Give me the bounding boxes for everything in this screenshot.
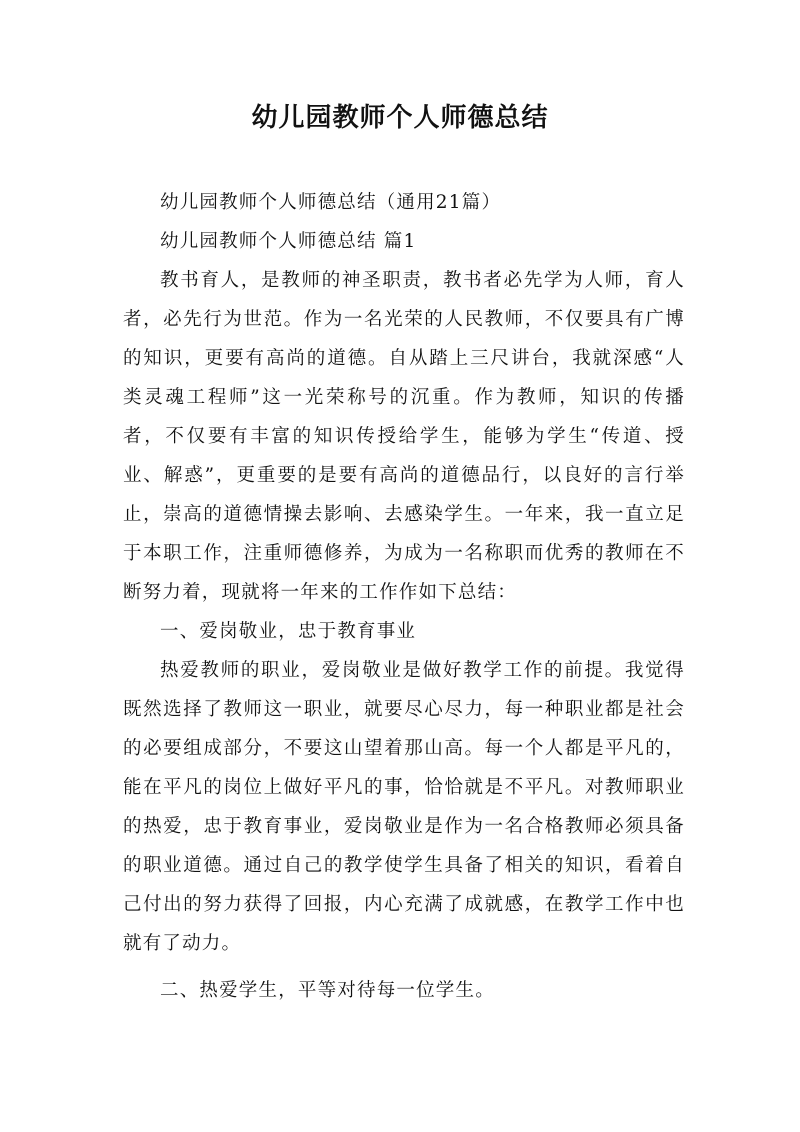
document-subtitle: 幼儿园教师个人师德总结（通用21篇） [160,192,502,213]
section-heading: 幼儿园教师个人师德总结 篇1 [160,231,417,252]
document-title: 幼儿园教师个人师德总结 [251,103,549,133]
paragraph-love-job: 热爱教师的职业，爱岗敬业是做好教学工作的前提。我觉得既然选择了教师这一职业，就要尽心尽力，每一种职业都是社会的必要组成部分，不要这山望着那山高。每一个人都是平凡的，能在平凡的岗位上做好平凡的事，恰恰就是不平凡。对教师职业的热爱，忠于教育事业，爱岗敬业是作为一名合格教师必须具备的职业道德。通过自己的教学使学生具备了相关的知识，看着自己付出的努力获得了回报，内心充满了成就感，在教学工作中也就有了动力。 [123,660,685,954]
heading-love-students: 二、热爱学生，平等对待每一位学生。 [160,980,495,1001]
document-body [123,183,685,1010]
paragraph-intro: 教书育人，是教师的神圣职责，教书者必先学为人师，育人者，必先行为世范。作为一名光荣的人民教师，不仅要具有广博的知识，更要有高尚的道德。自从踏上三尺讲台，我就深感“人类灵魂工程师”这一光荣称号的沉重。作为教师，知识的传播者，不仅要有丰富的知识传授给学生，能够为学生“传道、授业、解惑”，更重要的是要有高尚的道德品行，以良好的言行举止，崇高的道德情操去影响、去感染学生。一年来，我一直立足于本职工作，注重师德修养，为成为一名称职而优秀的教师在不断努力着，现就将一年来的工作作如下总结： [123,270,685,603]
heading-love-job: 一、爱岗敬业，忠于教育事业 [160,621,417,642]
